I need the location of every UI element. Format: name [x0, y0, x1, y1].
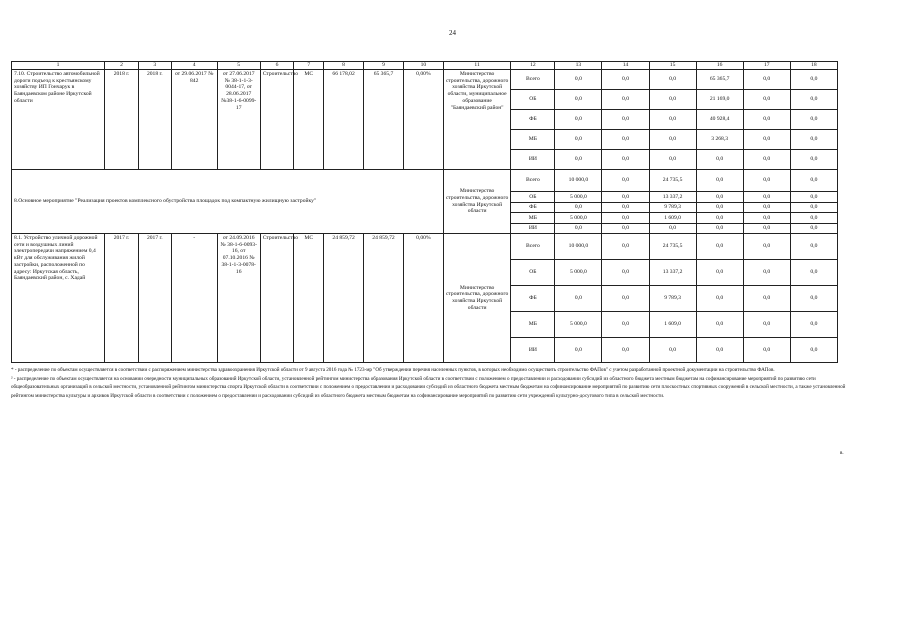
amount-cell: 0,0: [555, 286, 602, 312]
amount-cell: 0,0: [743, 312, 790, 338]
amount-cell: 0,0: [696, 150, 743, 170]
amount-cell: 0,0: [696, 203, 743, 213]
executor: Министерство строительства, дорожного хозяйства Иркутской области: [443, 234, 511, 363]
amount-cell: 0,0: [790, 338, 837, 363]
amount-cell: 0,0: [602, 150, 649, 170]
amount-cell: 0,0: [790, 203, 837, 213]
amount-cell: 0,0: [696, 286, 743, 312]
work-type: Строительство: [260, 234, 294, 363]
column-number: 16: [696, 62, 743, 70]
amount-cell: 65 365,7: [696, 70, 743, 90]
amount-cell: 0,0: [696, 213, 743, 224]
funding-source: ИИ: [511, 224, 555, 234]
amount-cell: 0,0: [696, 312, 743, 338]
column-number: 3: [138, 62, 171, 70]
table-row: [12, 170, 838, 192]
amount-cell: 0,0: [743, 110, 790, 130]
footnotes: [11, 366, 851, 400]
column-number: 7: [294, 62, 324, 70]
amount-cell: 0,0: [743, 90, 790, 110]
design-doc: -: [171, 234, 217, 363]
amount-cell: 0,0: [555, 130, 602, 150]
amount-cell: 0,0: [555, 338, 602, 363]
expertise: от 27.06.2017 № 38-1-1-3-0044-17, от 28.06.2017 №38-1-6-0099-17: [217, 70, 260, 170]
program-table: [11, 61, 838, 363]
column-number: 4: [171, 62, 217, 70]
amount-cell: 5 000,0: [555, 260, 602, 286]
amount-cell: 9 789,3: [649, 286, 696, 312]
executor: Министерство строительства, дорожного хозяйства Иркутской области, муниципальное образование "Баяндаевский район": [443, 70, 511, 170]
column-number: 2: [105, 62, 139, 70]
amount-cell: 0,0: [790, 110, 837, 130]
funding-source: МБ: [511, 130, 555, 150]
amount-cell: 0,0: [790, 90, 837, 110]
amount-cell: 9 789,3: [649, 203, 696, 213]
footnote-1: * - распределение по объектам осуществляется в соответствии с распоряжением министерства здравоохранения Иркутской области от 9 августа 2016 года № 1723-мр "Об утверждении перечня населенных пунктов, в которых необходимо осуществить строительство ФАПов" с учетом разработанной проектной документации на строительство ФАПов.: [11, 367, 775, 373]
funding-source: МБ: [511, 312, 555, 338]
amount-cell: 5 000,0: [555, 312, 602, 338]
amount-cell: 0,0: [602, 213, 649, 224]
amount-cell: 0,0: [696, 224, 743, 234]
amount-cell: 10 000,0: [555, 170, 602, 192]
amount-cell: 0,0: [743, 203, 790, 213]
amount-cell: 0,0: [790, 312, 837, 338]
start-year: 2018 г.: [105, 70, 139, 170]
amount-cell: 0,0: [743, 192, 790, 203]
amount-cell: 0,0: [602, 170, 649, 192]
amount-cell: 0,0: [555, 203, 602, 213]
amount-cell: 24 735,5: [649, 170, 696, 192]
work-type: Строительство: [260, 70, 294, 170]
page-number: 24: [449, 29, 456, 37]
funding-source: ОБ: [511, 192, 555, 203]
amount-cell: 24 735,5: [649, 234, 696, 260]
amount-cell: 0,0: [790, 70, 837, 90]
amount-cell: 0,0: [696, 192, 743, 203]
amount-cell: 0,0: [790, 150, 837, 170]
amount-cell: 0,0: [555, 224, 602, 234]
amount-cell: 0,0: [555, 110, 602, 130]
amount-cell: 0,0: [743, 260, 790, 286]
amount-cell: 0,0: [602, 286, 649, 312]
column-number: 8: [324, 62, 364, 70]
remaining-cost: 24 859,72: [364, 234, 404, 363]
funding-source: Всего: [511, 70, 555, 90]
amount-cell: 21 169,0: [696, 90, 743, 110]
funding-source: МБ: [511, 213, 555, 224]
estimated-cost: 66 178,02: [324, 70, 364, 170]
object-type: МС: [294, 234, 324, 363]
amount-cell: 0,0: [602, 70, 649, 90]
amount-cell: 0,0: [696, 260, 743, 286]
table-row: [12, 234, 838, 260]
amount-cell: 0,0: [743, 286, 790, 312]
amount-cell: 0,0: [649, 90, 696, 110]
amount-cell: 0,0: [649, 130, 696, 150]
amount-cell: 0,0: [649, 70, 696, 90]
amount-cell: 5 000,0: [555, 213, 602, 224]
amount-cell: 13 337,2: [649, 192, 696, 203]
amount-cell: 0,0: [790, 260, 837, 286]
amount-cell: 1 609,0: [649, 312, 696, 338]
executor: Министерство строительства, дорожного хозяйства Иркутской области: [443, 170, 511, 234]
column-number: 17: [743, 62, 790, 70]
column-number: 12: [511, 62, 555, 70]
funding-source: Всего: [511, 234, 555, 260]
amount-cell: 0,0: [649, 150, 696, 170]
column-number: 9: [364, 62, 404, 70]
amount-cell: 0,0: [555, 150, 602, 170]
funding-source: ФБ: [511, 203, 555, 213]
table-row: [12, 70, 838, 90]
column-number: 14: [602, 62, 649, 70]
end-year: 2018 г.: [138, 70, 171, 170]
amount-cell: 0,0: [602, 260, 649, 286]
amount-cell: 0,0: [602, 224, 649, 234]
amount-cell: 0,0: [743, 170, 790, 192]
amount-cell: 0,0: [790, 234, 837, 260]
amount-cell: 0,0: [790, 170, 837, 192]
column-number: 13: [555, 62, 602, 70]
amount-cell: 0,0: [696, 234, 743, 260]
funding-source: ФБ: [511, 286, 555, 312]
funding-source: ФБ: [511, 110, 555, 130]
amount-cell: 0,0: [790, 192, 837, 203]
amount-cell: 0,0: [696, 170, 743, 192]
main-measure-name: 8.Основное мероприятие "Реализация проектов комплексного обустройства площадок под компактную жилищную застройку": [12, 170, 444, 234]
amount-cell: 0,0: [555, 90, 602, 110]
amount-cell: 0,0: [602, 338, 649, 363]
amount-cell: 0,0: [649, 224, 696, 234]
amount-cell: 0,0: [790, 130, 837, 150]
amount-cell: 5 000,0: [555, 192, 602, 203]
amount-cell: 0,0: [602, 234, 649, 260]
amount-cell: 0,0: [602, 312, 649, 338]
object-type: МС: [294, 70, 324, 170]
header-row: [12, 62, 838, 70]
amount-cell: 0,0: [602, 192, 649, 203]
column-number: 18: [790, 62, 837, 70]
measure-name: 8.1. Устройство уличной дорожной сети и воздушных линий электропередачи напряжением 0,4 кВт для обслуживания жилой застройки, расположенной по адресу: Иркутская область, Баяндаевский район, с. Хадай: [12, 234, 105, 363]
amount-cell: 0,0: [743, 234, 790, 260]
amount-cell: 0,0: [555, 70, 602, 90]
amount-cell: 0,0: [743, 130, 790, 150]
end-year: 2017 г.: [138, 234, 171, 363]
column-number: 6: [260, 62, 294, 70]
funding-source: ОБ: [511, 260, 555, 286]
amount-cell: 0,0: [790, 224, 837, 234]
amount-cell: 0,0: [602, 110, 649, 130]
amount-cell: 0,0: [743, 150, 790, 170]
amount-cell: 40 928,4: [696, 110, 743, 130]
funding-source: ОБ: [511, 90, 555, 110]
readiness: 0,00%: [403, 234, 443, 363]
amount-cell: 0,0: [649, 110, 696, 130]
amount-cell: 13 337,2: [649, 260, 696, 286]
start-year: 2017 г.: [105, 234, 139, 363]
column-number: 1: [12, 62, 105, 70]
amount-cell: 10 000,0: [555, 234, 602, 260]
amount-cell: 3 268,3: [696, 130, 743, 150]
amount-cell: 0,0: [696, 338, 743, 363]
corner-mark: в.: [840, 451, 844, 456]
footnote-2: ² - распределение по объектам осуществляется на основании очередности муниципальных образований Иркутской области, установленной рейтингом министерства образования Иркутской области в соответствии с положением о предоставлении и расходовании субсидий из областного бюджета местным бюджетам на софинансирование мероприятий по развитию сети общеобразовательных организаций в сельской местности, установленной рейтингом министерства спорта Иркутской области в соответствии с положением о предоставлении и расходовании субсидий из областного бюджета местным бюджетам на софинансирование мероприятий по развитию сети плоскостных спортивных сооружений в сельской местности, а также установленной рейтингом министерства культуры и архивов Иркутской области в соответствии с положением о предоставлении и расходовании субсидий из областного бюджета местным бюджетам на софинансирование мероприятий по развитию сети учреждений культурно-досугового типа в сельской местности.: [11, 375, 846, 399]
amount-cell: 0,0: [743, 338, 790, 363]
column-number: 10: [403, 62, 443, 70]
amount-cell: 0,0: [743, 70, 790, 90]
column-number: 15: [649, 62, 696, 70]
amount-cell: 0,0: [649, 338, 696, 363]
amount-cell: 0,0: [790, 213, 837, 224]
funding-source: ИИ: [511, 150, 555, 170]
funding-source: Всего: [511, 170, 555, 192]
column-number: 5: [217, 62, 260, 70]
design-doc: от 29.06.2017 № 842: [171, 70, 217, 170]
amount-cell: 0,0: [602, 130, 649, 150]
expertise: от 24.09.2016 № 38-1-6-0093-16, от 07.10.2016 № 38-1-1-3-0078-16: [217, 234, 260, 363]
amount-cell: 0,0: [743, 213, 790, 224]
funding-source: ИИ: [511, 338, 555, 363]
amount-cell: 0,0: [602, 90, 649, 110]
amount-cell: 0,0: [743, 224, 790, 234]
amount-cell: 1 609,0: [649, 213, 696, 224]
amount-cell: 0,0: [790, 286, 837, 312]
measure-name: 7.10. Строительство автомобильной дороги подъезд к крестьянскому хозяйству ИП Гончарук в Баяндаевском районе Иркутской области: [12, 70, 105, 170]
estimated-cost: 24 859,72: [324, 234, 364, 363]
readiness: 0,00%: [403, 70, 443, 170]
amount-cell: 0,0: [602, 203, 649, 213]
column-number: 11: [443, 62, 511, 70]
remaining-cost: 65 365,7: [364, 70, 404, 170]
